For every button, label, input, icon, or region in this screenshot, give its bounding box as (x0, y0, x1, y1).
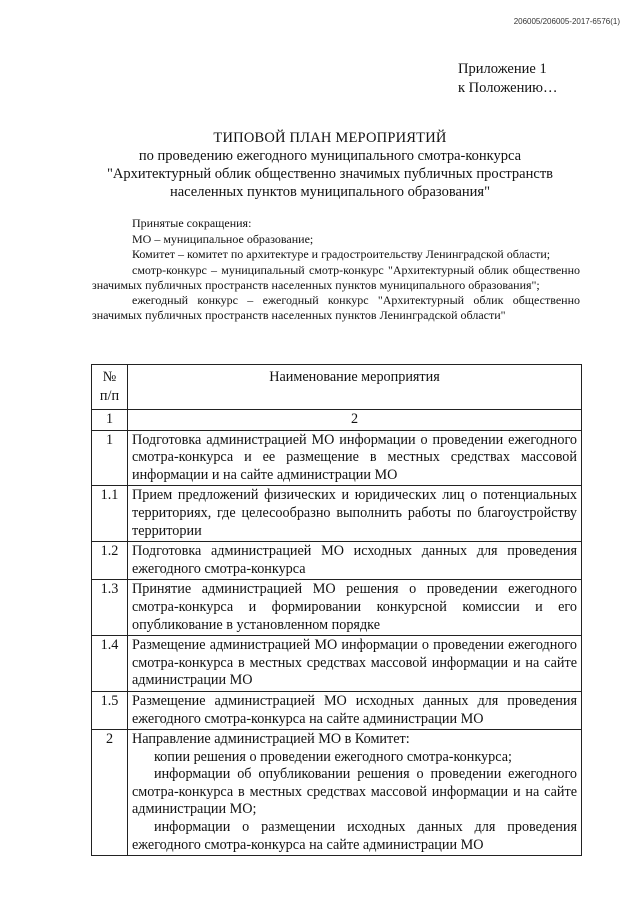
row-sub-item: копии решения о проведении ежегодного смотра-конкурса; (154, 748, 512, 765)
row-sub-item: информации о размещении исходных данных для проведения ежегодного смотра-конкурса на сайте администрации МО (132, 819, 577, 853)
row-number: 1.5 (92, 691, 128, 729)
table-row (92, 580, 582, 636)
appendix-line-2: к Положению… (458, 80, 558, 96)
row-lead: Направление администрацией МО в Комитет: (132, 731, 410, 748)
abbreviation-item: МО – муниципальное образование; (132, 232, 314, 247)
table-index-row (92, 410, 582, 431)
row-text (128, 730, 582, 856)
table-row (92, 542, 582, 580)
table-row (92, 636, 582, 692)
index-cell: 2 (128, 410, 582, 431)
row-number: 1.3 (92, 580, 128, 636)
row-number: 1.4 (92, 636, 128, 692)
title-line-4: населенных пунктов муниципального образования" (169, 184, 491, 200)
row-number: 1 (92, 430, 128, 486)
row-text: Прием предложений физических и юридических лиц о потенциальных территориях, где целесообразно выполнить работы по благоустройству территории (128, 486, 582, 542)
row-text: Размещение администрацией МО информации о проведении ежегодного смотра-конкурса в местных средствах массовой информации и на сайте администрации МО (128, 636, 582, 692)
abbreviations-heading: Принятые сокращения: (132, 216, 252, 230)
header-number-line-1: № (102, 369, 117, 385)
title-line-2: по проведению ежегодного муниципального смотра-конкурса (138, 148, 522, 164)
table-row (92, 430, 582, 486)
appendix-line-1: Приложение 1 (458, 61, 547, 77)
abbreviation-item: смотр-конкурс – муниципальный смотр-конкурс "Архитектурный облик общественно значимых публичных пространств населенных пунктов муниципального образования"; (92, 262, 580, 292)
row-text: Подготовка администрацией МО исходных данных для проведения ежегодного смотра-конкурса (128, 542, 582, 580)
header-name: Наименование мероприятия (128, 365, 582, 410)
abbreviations-section (92, 216, 580, 323)
header-number-line-2: п/п (99, 388, 120, 404)
row-text: Подготовка администрацией МО информации о проведении ежегодного смотра-конкурса и ее размещение в местных средствах массовой информации и на сайте администрации МО (128, 430, 582, 486)
row-text: Размещение администрацией МО исходных данных для проведения ежегодного смотра-конкурса на сайте администрации МО (128, 691, 582, 729)
plan-table (91, 364, 582, 856)
index-cell: 1 (92, 410, 128, 431)
table-row (92, 691, 582, 729)
row-text: Принятие администрацией МО решения о проведении ежегодного смотра-конкурса и формировании конкурсной комиссии и его опубликование в установленном порядке (128, 580, 582, 636)
title-line-3: "Архитектурный облик общественно значимых публичных пространств (106, 166, 554, 182)
title-line-1: ТИПОВОЙ ПЛАН МЕРОПРИЯТИЙ (213, 130, 447, 146)
document-code: 206005/206005-2017-6576(1) (513, 17, 620, 26)
header-number (92, 365, 128, 410)
table-header-row (92, 365, 582, 410)
abbreviation-item: Комитет – комитет по архитектуре и градостроительству Ленинградской области; (132, 247, 551, 262)
row-number: 1.2 (92, 542, 128, 580)
row-number: 1.1 (92, 486, 128, 542)
row-sub-item: информации об опубликовании решения о проведении ежегодного смотра-конкурса в местных средствах массовой информации и на сайте администрации МО; (132, 766, 577, 818)
table-row (92, 730, 582, 856)
document-title (60, 129, 600, 201)
row-number: 2 (92, 730, 128, 856)
appendix-note (458, 60, 557, 98)
table-row (92, 486, 582, 542)
abbreviation-item: ежегодный конкурс – ежегодный конкурс "Архитектурный облик общественно значимых публичных пространств населенных пунктов Ленинградской области" (92, 293, 580, 323)
